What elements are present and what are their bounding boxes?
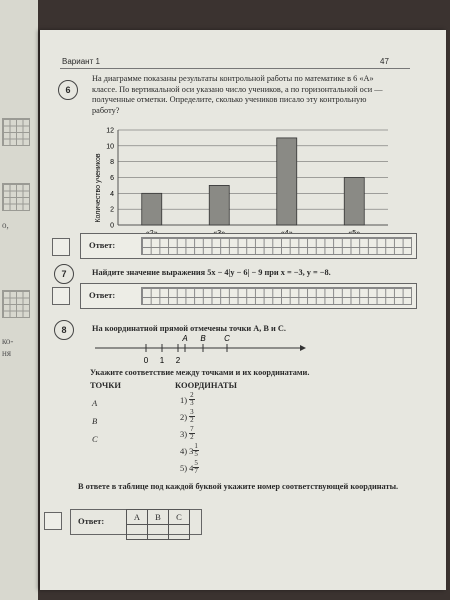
- fraction-numerator: 5: [194, 459, 198, 467]
- answer-cell-c[interactable]: [169, 525, 190, 540]
- y-tick-label: 12: [106, 127, 114, 135]
- task-number-6: 6: [58, 80, 78, 100]
- coord-fraction: [189, 392, 195, 407]
- answer-label: Ответ:: [78, 516, 105, 526]
- chart-bars: [142, 138, 365, 225]
- point-b: B: [92, 416, 98, 426]
- coord-option: [180, 443, 199, 458]
- fraction-denominator: 2: [190, 416, 194, 424]
- answer-cells[interactable]: [141, 287, 412, 305]
- task-number-8: 8: [54, 320, 74, 340]
- label-2: 2: [175, 356, 181, 365]
- axis-arrow: [300, 345, 306, 351]
- label-0: 0: [143, 356, 149, 365]
- chart-y-ticks: [106, 128, 114, 230]
- task8-intro: На координатной прямой отмечены точки A, B и C.: [92, 324, 286, 333]
- task6-text: На диаграмме показаны результаты контрольной работы по математике в 6 «А» классе. По вертикальной оси указано число учеников, а по горизонтальной оси — полученные отметки. Определите, сколько учеников писало эту контрольную работу?: [92, 74, 383, 115]
- points-column-header: ТОЧКИ: [90, 380, 121, 390]
- chart-y-label: Количество учеников: [95, 153, 102, 223]
- y-tick-label: 2: [110, 206, 114, 214]
- task7-answer-box[interactable]: [80, 283, 417, 309]
- left-answer-grid: [2, 118, 30, 146]
- task8-mark-box[interactable]: [44, 512, 62, 530]
- coord-option: [180, 392, 195, 407]
- table-header-c: C: [169, 510, 190, 525]
- left-answer-grid: [2, 290, 30, 318]
- point-c: C: [92, 434, 98, 444]
- label-b: B: [200, 334, 206, 343]
- left-page-fragment: ня: [2, 348, 11, 358]
- answer-label: Ответ:: [89, 290, 116, 300]
- label-c: C: [224, 334, 230, 343]
- coord-option: [180, 460, 199, 475]
- answer-label: Ответ:: [89, 240, 116, 250]
- page-number: 47: [380, 57, 389, 66]
- coord-option: [180, 409, 195, 424]
- coord-fraction: [193, 460, 199, 475]
- y-tick-label: 10: [106, 143, 114, 151]
- coord-fraction: [189, 426, 195, 441]
- left-page-edge: [0, 0, 38, 600]
- task8-instruction: Укажите соответствие между точками и их координатами.: [90, 368, 310, 377]
- task7-text: Найдите значение выражения 5x − 4|y − 6| − 9 при x = −3, y = −8.: [92, 268, 331, 277]
- workbook-page: [40, 30, 446, 590]
- fraction-numerator: 3: [190, 408, 194, 416]
- y-tick-label: 0: [110, 222, 114, 230]
- answer-cell-b[interactable]: [148, 525, 169, 540]
- coord-fraction: [193, 443, 199, 458]
- label-1: 1: [159, 356, 165, 365]
- coord-whole: 4: [189, 462, 194, 473]
- left-page-fragment: о,: [2, 220, 9, 230]
- answer-cell-a[interactable]: [127, 525, 148, 540]
- left-page-fragment: ко-: [2, 336, 14, 346]
- fraction-denominator: 2: [190, 433, 194, 441]
- bar: [344, 178, 364, 226]
- fraction-numerator: 1: [194, 442, 198, 450]
- fraction-numerator: 2: [190, 391, 194, 399]
- header-divider: [60, 68, 410, 69]
- y-tick-label: 4: [110, 190, 114, 198]
- fraction-denominator: 7: [194, 467, 198, 475]
- label-a: A: [182, 334, 188, 343]
- coord-option-number: 2): [180, 411, 188, 422]
- coord-option: [180, 426, 195, 441]
- fraction-denominator: 5: [194, 450, 198, 458]
- table-header-a: A: [127, 510, 148, 525]
- task8-answer-table: [126, 509, 190, 540]
- coordinate-line: [90, 332, 310, 368]
- variant-label: Вариант 1: [62, 57, 100, 66]
- answer-cells[interactable]: [141, 237, 412, 255]
- coords-column-header: КООРДИНАТЫ: [175, 380, 237, 390]
- task7-mark-box[interactable]: [52, 287, 70, 305]
- coord-fraction: [189, 409, 195, 424]
- coord-whole: 3: [189, 445, 194, 456]
- task-number-7: 7: [54, 264, 74, 284]
- bar: [142, 193, 162, 225]
- y-tick-label: 6: [110, 175, 114, 182]
- task6-answer-box[interactable]: [80, 233, 417, 259]
- fraction-numerator: 7: [190, 425, 194, 433]
- task8-footer: В ответе в таблице под каждой буквой укажите номер соответствующей координаты.: [78, 482, 399, 491]
- coord-option-number: 3): [180, 428, 188, 439]
- bar: [277, 138, 297, 225]
- y-tick-label: 8: [110, 159, 114, 167]
- left-answer-grid: [2, 183, 30, 211]
- coord-option-number: 5): [180, 462, 188, 473]
- fraction-denominator: 3: [190, 399, 194, 407]
- coord-option-number: 4): [180, 445, 188, 456]
- point-a: A: [92, 398, 98, 408]
- coord-option-number: 1): [180, 394, 188, 405]
- bar: [209, 185, 229, 225]
- task6-mark-box[interactable]: [52, 238, 70, 256]
- table-header-b: B: [148, 510, 169, 525]
